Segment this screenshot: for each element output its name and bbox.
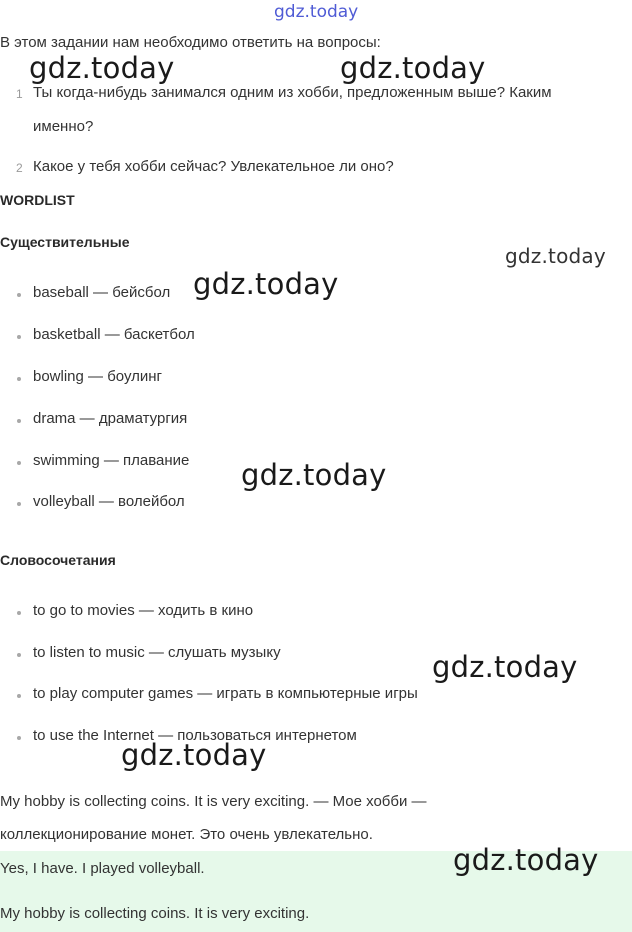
list-item: to go to movies — ходить в кино bbox=[33, 602, 254, 619]
bullet-icon bbox=[17, 335, 21, 339]
bullet-icon bbox=[17, 502, 21, 506]
question-text: Ты когда-нибудь занимался одним из хобби, предложенным выше? Каким bbox=[33, 84, 552, 101]
answer-line-2: My hobby is collecting coins. It is very exciting. bbox=[0, 905, 310, 922]
bullet-icon bbox=[17, 293, 21, 297]
watermark: gdz.today bbox=[29, 51, 175, 85]
question-number: 1 bbox=[16, 87, 23, 101]
list-item: bowling — боулинг bbox=[33, 368, 163, 385]
bullet-icon bbox=[17, 736, 21, 740]
answer-line-1: Yes, I have. I played volleyball. bbox=[0, 860, 205, 877]
watermark: gdz.today bbox=[505, 244, 606, 268]
bullet-icon bbox=[17, 419, 21, 423]
question-text: Какое у тебя хобби сейчас? Увлекательное ли оно? bbox=[33, 158, 394, 175]
bullet-icon bbox=[17, 611, 21, 615]
list-item: to use the Internet — пользоваться интернетом bbox=[33, 727, 357, 744]
nouns-heading: Существительные bbox=[0, 234, 130, 250]
watermark: gdz.today bbox=[340, 51, 486, 85]
watermark: gdz.today bbox=[241, 458, 387, 492]
watermark: gdz.today bbox=[432, 650, 578, 684]
list-item: swimming — плавание bbox=[33, 452, 190, 469]
bullet-icon bbox=[17, 694, 21, 698]
phrases-heading: Словосочетания bbox=[0, 552, 116, 568]
bullet-icon bbox=[17, 653, 21, 657]
watermark-top: gdz.today bbox=[274, 2, 359, 22]
wordlist-heading: WORDLIST bbox=[0, 192, 75, 208]
intro-text: В этом задании нам необходимо ответить на вопросы: bbox=[0, 34, 381, 51]
list-item: basketball — баскетбол bbox=[33, 326, 195, 343]
list-item: to play computer games — играть в компьютерные игры bbox=[33, 685, 418, 702]
question-number: 2 bbox=[16, 161, 23, 175]
question-text-continued: именно? bbox=[33, 118, 94, 135]
watermark: gdz.today bbox=[453, 843, 599, 877]
list-item: volleyball — волейбол bbox=[33, 493, 185, 510]
list-item: drama — драматургия bbox=[33, 410, 188, 427]
sample-text-continued: коллекционирование монет. Это очень увлекательно. bbox=[0, 826, 373, 843]
list-item: baseball — бейсбол bbox=[33, 284, 171, 301]
watermark: gdz.today bbox=[121, 738, 267, 772]
sample-text: My hobby is collecting coins. It is very exciting. — Мое хобби — bbox=[0, 793, 427, 810]
bullet-icon bbox=[17, 377, 21, 381]
bullet-icon bbox=[17, 461, 21, 465]
list-item: to listen to music — слушать музыку bbox=[33, 644, 281, 661]
watermark: gdz.today bbox=[193, 267, 339, 301]
